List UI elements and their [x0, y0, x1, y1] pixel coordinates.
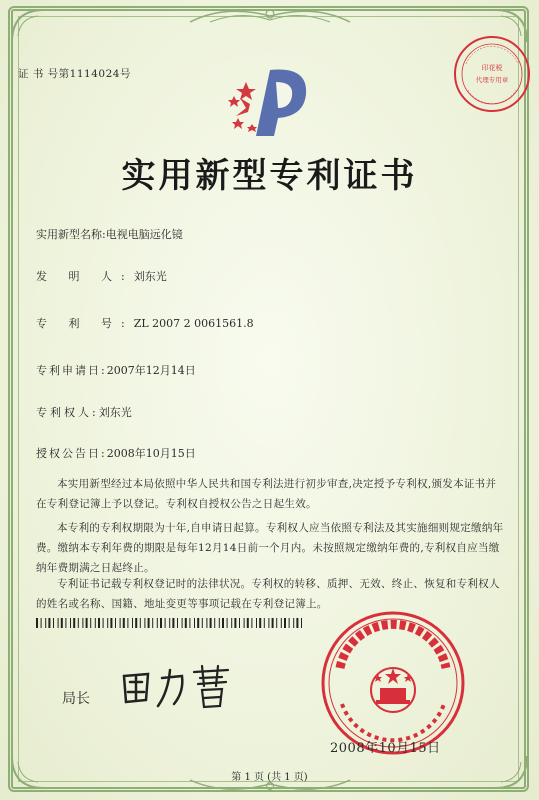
field-label: 授权公告日: [36, 447, 107, 460]
certificate-number: 证 书 号第1114024号 [18, 68, 131, 80]
field-value: ZL 2007 2 0061561.8 [133, 317, 254, 330]
field-value: 刘东光 [133, 270, 167, 283]
field-value: 刘东光 [98, 406, 132, 419]
patent-office-emblem-icon [228, 52, 318, 142]
patent-number-row [36, 315, 254, 331]
corner-ornament-icon [8, 6, 48, 46]
inventor-row [36, 268, 167, 284]
field-label: 发 明 人: [36, 270, 134, 283]
issue-date: 2008年10月15日 [330, 741, 441, 756]
field-label: 实用新型名称: [36, 228, 106, 241]
utility-model-name-row [36, 226, 183, 242]
field-label: 专利权人: [36, 406, 99, 419]
director-label: 局长 [62, 691, 90, 707]
field-label: 专 利 号: [36, 317, 134, 330]
top-ornament-icon [180, 2, 360, 28]
certificate-title: 实用新型专利证书 [121, 156, 418, 196]
field-value: 2007年12月14日 [106, 364, 196, 377]
body-paragraph: 专利证书记载专利权登记时的法律状况。专利权的转移、质押、无效、终止、恢复和专利权人的姓名或名称、国籍、地址变更等事项记载在专利登记簿上。 [36, 578, 500, 610]
field-value: 电视电脑远化镜 [105, 228, 183, 241]
barcode-icon [36, 618, 304, 628]
grant-date-row [36, 445, 196, 461]
field-value: 2008年10月15日 [106, 447, 196, 460]
patent-holder-row [36, 404, 132, 420]
svg-text:代理专用章: 代理专用章 [475, 76, 509, 84]
page-number: 第 1 页 (共 1 页) [231, 772, 308, 783]
application-date-row [36, 362, 196, 378]
field-label: 专利申请日: [36, 364, 107, 377]
agency-seal-stamp [452, 34, 532, 114]
national-ip-office-seal-stamp [318, 608, 468, 758]
body-paragraph: 本实用新型经过本局依照中华人民共和国专利法进行初步审查,决定授予专利权,颁发本证书并在专利登记簿上予以登记。专利权自授权公告之日起生效。 [36, 478, 497, 510]
director-signature-icon [118, 662, 238, 710]
svg-text:印花税: 印花税 [481, 64, 503, 72]
body-paragraph: 本专利的专利权期限为十年,自申请日起算。专利权人应当依照专利法及其实施细则规定缴纳年费。缴纳本专利年费的期限是每年12月14日前一个月内。未按照规定缴纳年费的,专利权自应当缴纳年费期满之日起终止。 [36, 522, 504, 574]
